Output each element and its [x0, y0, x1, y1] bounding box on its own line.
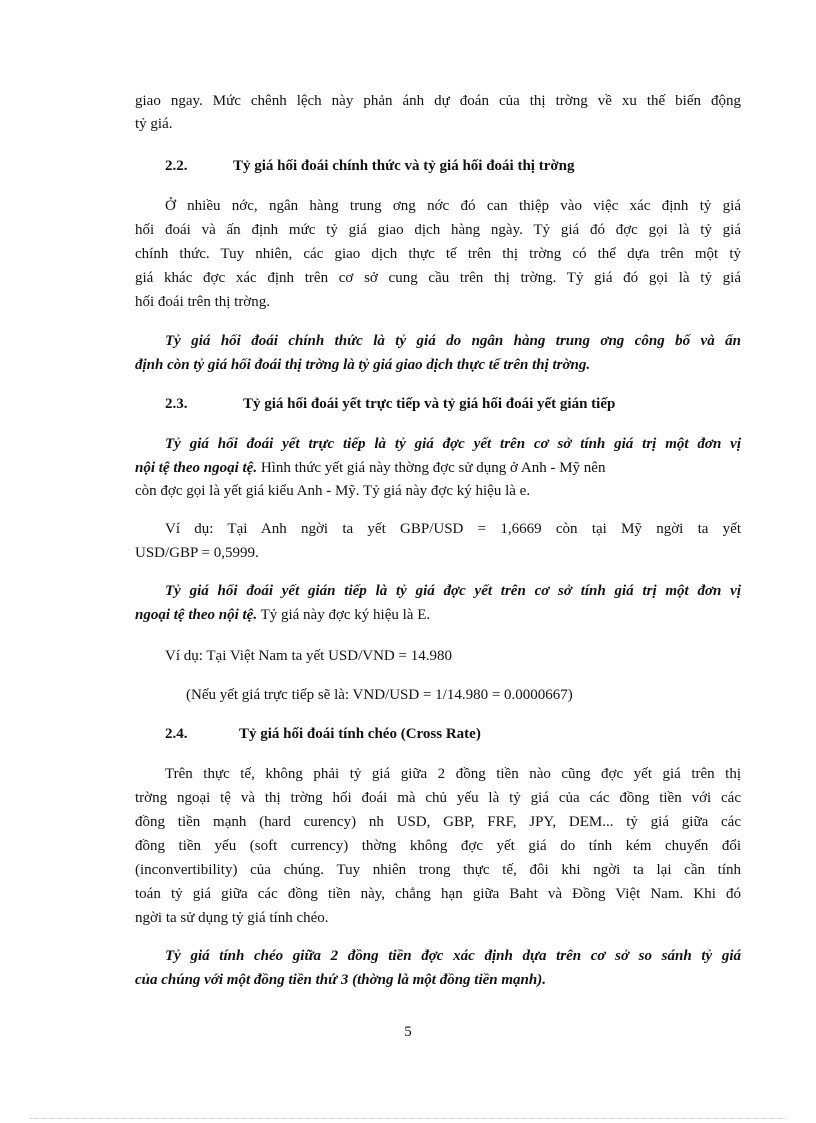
- definition-line: Tỷ giá hối đoái chính thức là tỷ giá do ngân hàng trung ơng công bố và ấn: [165, 333, 741, 349]
- example-note: (Nếu yết giá trực tiếp sẽ là: VND/USD = 1/14.980 = 0.0000667): [186, 687, 573, 703]
- body-fragment: Tỷ giá này đợc ký hiệu là E.: [257, 607, 431, 623]
- body-text-line: còn đợc gọi là yết giá kiểu Anh - Mỹ. Tỷ giá này đợc ký hiệu là e.: [135, 483, 531, 499]
- page-bottom-divider: [30, 1118, 786, 1119]
- body-text-line: giao ngay. Mức chênh lệch này phản ánh dự đoán của thị trờng về xu thế biến động: [135, 93, 741, 109]
- definition-line: của chúng với một đồng tiền thứ 3 (thờng là một đồng tiền mạnh).: [135, 972, 546, 988]
- body-text-line: Ở nhiều nớc, ngân hàng trung ơng nớc đó can thiệp vào việc xác định tỷ giá: [165, 198, 741, 214]
- definition-fragment: ngoại tệ theo nội tệ.: [135, 607, 258, 623]
- example-line: USD/GBP = 0,5999.: [135, 545, 259, 561]
- section-title: Tỷ giá hối đoái tính chéo (Cross Rate): [239, 726, 481, 742]
- page-number: 5: [404, 1024, 412, 1040]
- mixed-text-line: [135, 604, 430, 626]
- body-text-line: hối đoái và ấn định mức tỷ giá giao dịch hàng ngày. Tỷ giá đó đợc gọi là tỷ giá: [135, 222, 741, 238]
- body-text-line: ngời ta sử dụng tỷ giá tính chéo.: [135, 910, 329, 926]
- body-text-line: trờng ngoại tệ và thị trờng hối đoái mà chủ yếu là tỷ giá của các đồng tiền với các: [135, 790, 741, 806]
- definition-fragment: nội tệ theo ngoại tệ.: [135, 460, 258, 476]
- body-text-line: chính thức. Tuy nhiên, các giao dịch thực tế trên thị trờng có thể dựa trên một tỷ: [135, 246, 741, 262]
- body-text-line: (inconvertibility) của chúng. Tuy nhiên trong thực tế, đôi khi ngời ta lại cần tính: [135, 862, 741, 878]
- definition-line: Tỷ giá tính chéo giữa 2 đồng tiền đợc xác định dựa trên cơ sở so sánh tỷ giá: [165, 948, 741, 964]
- body-text-line: hối đoái trên thị trờng.: [135, 294, 270, 310]
- body-text-line: tỷ giá.: [135, 116, 173, 132]
- section-number: 2.3.: [165, 396, 188, 412]
- body-fragment: Hình thức yết giá này thờng đợc sử dụng ở Anh - Mỹ nên: [257, 460, 606, 476]
- section-number: 2.2.: [165, 158, 188, 174]
- definition-line: định còn tỷ giá hối đoái thị trờng là tỷ giá giao dịch thực tế trên thị trờng.: [135, 357, 591, 373]
- section-title: Tỷ giá hối đoái chính thức và tỷ giá hối đoái thị trờng: [233, 158, 575, 174]
- example-line: Ví dụ: Tại Anh ngời ta yết GBP/USD = 1,6669 còn tại Mỹ ngời ta yết: [165, 521, 741, 537]
- section-number: 2.4.: [165, 726, 188, 742]
- example-line: Ví dụ: Tại Việt Nam ta yết USD/VND = 14.980: [165, 648, 452, 664]
- body-text-line: Trên thực tế, không phải tỷ giá giữa 2 đồng tiền nào cũng đợc yết giá trên thị: [165, 766, 741, 782]
- body-text-line: đồng tiền mạnh (hard curency) nh USD, GBP, FRF, JPY, DEM... tỷ giá giữa các: [135, 814, 741, 830]
- definition-line: Tỷ giá hối đoái yết trực tiếp là tỷ giá đợc yết trên cơ sở tính giá trị một đơn vị: [165, 436, 741, 452]
- body-text-line: toán tỷ giá giữa các đồng tiền này, chẳng hạn giữa Baht và Đồng Việt Nam. Khi đó: [135, 886, 741, 902]
- definition-line: Tỷ giá hối đoái yết gián tiếp là tỷ giá đợc yết trên cơ sở tính giá trị một đơn vị: [165, 583, 741, 599]
- body-text-line: giá khác đợc xác định trên cơ sở cung cầu trên thị trờng. Tỷ giá đó gọi là tỷ giá: [135, 270, 741, 286]
- section-title: Tỷ giá hối đoái yết trực tiếp và tỷ giá hối đoái yết gián tiếp: [243, 396, 616, 412]
- body-text-line: đồng tiền yếu (soft currency) thờng không đợc yết giá do tính kém chuyển đổi: [135, 838, 741, 854]
- mixed-text-line: [135, 457, 741, 479]
